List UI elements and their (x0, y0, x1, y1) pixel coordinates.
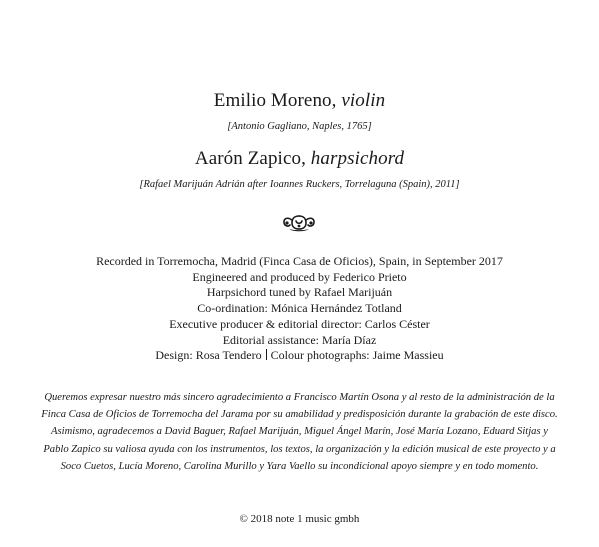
credit-design: Design: Rosa Tendero (155, 348, 262, 363)
performer-1-instrument: [Antonio Gagliano, Naples, 1765] (227, 121, 372, 132)
acknowledgement-line: Asimismo, agradecemos a David Baguer, Rafael Marijuán, Miguel Ángel Marín, José María Lozano, Eduard Sitjas y (51, 426, 548, 438)
credits-block (0, 254, 599, 364)
performer-1-role: violin (341, 90, 386, 111)
credit-engineered: Engineered and produced by Federico Prieto (192, 269, 407, 284)
acknowledgement-line: Pablo Zapico su valiosa ayuda con los instrumentos, los textos, la organización y la edición musical de este proyecto y a (43, 443, 556, 455)
acknowledgement-line: Queremos expresar nuestro más sincero agradecimiento a Francisco Martín Osona y al resto de la administración de la (44, 392, 555, 403)
credit-coordination: Co-ordination: Mónica Hernández Totland (197, 301, 402, 316)
performer-2-name: Aarón Zapico, (194, 148, 306, 169)
performer-2-role: harpsichord (310, 148, 405, 169)
credit-design-line (0, 348, 599, 364)
performer-2-heading (0, 148, 599, 170)
credit-photographs: Colour photographs: Jaime Massieu (270, 348, 444, 363)
acknowledgement-line: Soco Cuetos, Lucía Moreno, Carolina Murillo y Yara Vaello su incondicional apoyo siempre y en todo momento. (60, 460, 539, 472)
separator-bar (266, 349, 267, 360)
performer-1-name: Emilio Moreno, (213, 90, 337, 111)
credit-executive: Executive producer & editorial director: Carlos Céster (169, 316, 430, 331)
credit-recorded: Recorded in Torremocha, Madrid (Finca Casa de Oficios), Spain, in September 2017 (96, 254, 503, 268)
acknowledgement-paragraph (0, 389, 599, 475)
performer-1-heading (0, 90, 599, 112)
copyright-notice: © 2018 note 1 music gmbh (239, 513, 360, 525)
credit-tuned: Harpsichord tuned by Rafael Marijuán (206, 285, 393, 300)
credit-editorial: Editorial assistance: María Díaz (222, 332, 377, 347)
floral-ornament-icon (281, 213, 317, 233)
performer-2-instrument: [Rafael Marijuán Adrián after Ioannes Ruckers, Torrelaguna (Spain), 2011] (139, 179, 460, 190)
acknowledgement-line: Finca Casa de Oficios de Torremocha del Jarama por su amabilidad y predisposición durante la grabación de este disco. (41, 409, 558, 421)
